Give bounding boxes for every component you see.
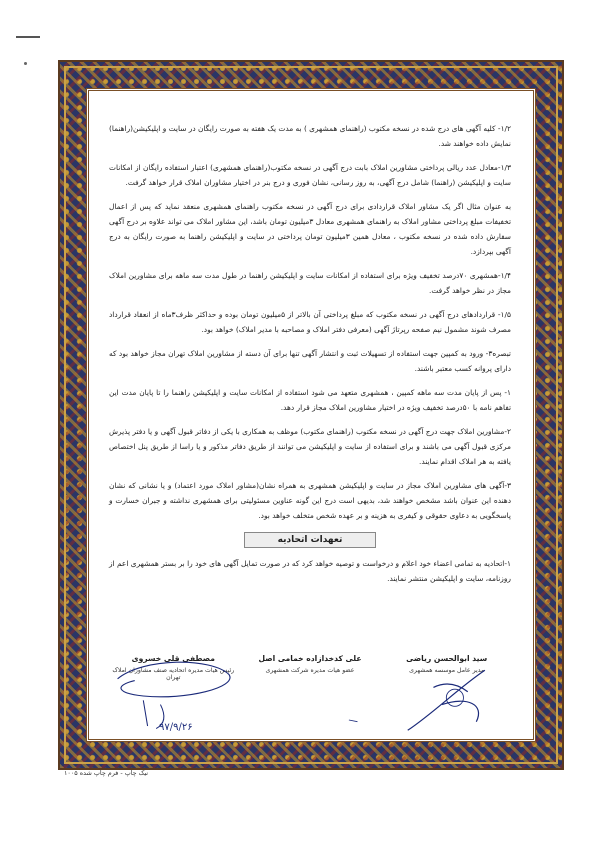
clause-1-2: ۱/۲- کلیه آگهی های درج شده در نسخه مکتوب (راهنمای همشهری ) به مدت یک هفته به صورت رایگان در سایت و اپلیکیشن(راهنما) نمایش داده خواهند شد. (109, 124, 511, 148)
handwritten-date: ۹۷/۹/۲۶ (159, 722, 193, 733)
decorative-border-frame (58, 60, 564, 770)
note-3: تبصره۳- ورود به کمپین جهت استفاده از تسهیلات ثبت و انتشار آگهی تنها برای آن دسته از مشاورین املاک تهران مجاز خواهد بود که دارای پروانه کسب معتبر باشند. (109, 349, 511, 373)
corner-mark (16, 36, 40, 38)
union-commitment-1: ۱-اتحادیه به تمامی اعضاء خود اعلام و درخواست و توصیه خواهد کرد که در صورت تمایل آگهی های خود را بر بستر همشهری اعم از روزنامه، سایت و اپلیکیشن منتشر نمایند. (109, 559, 511, 583)
printer-footer: نیک چاپ - فرم چاپ شده ۱۰۰۵ (64, 769, 149, 777)
clause-3: ۳-آگهی های مشاورین املاک مجاز در سایت و اپلیکیشن همشهری به همراه نشان(مشاور املاک مورد اعتماد) و یا نشانی که نشان دهنده این عنوان باشد مشخص خواهند شد، بدیهی است درج این گونه عناوین مسئولیتی برای همشهری نداشته و جبران خسارت و پاسخگویی به دعاوی حقوقی و کیفری به هزینه و بر عهده شخص متخلف خواهد بود. (109, 481, 511, 520)
clause-1-3: ۱/۳-معادل عدد ریالی پرداختی مشاورین املاک بابت درج آگهی در نسخه مکتوب(راهنمای همشهری) اعتبار استفاده رایگان از امکانات سایت و اپلیکیشن (راهنما) شامل درج آگهی، به روز رسانی، نشان فوری و درج بنر در اختیار مشاوران املاک قرار خواهد گرفت. (109, 163, 511, 187)
signature-name: سید ابوالحسن ریاضی (406, 654, 488, 663)
document-body (86, 88, 536, 742)
signature-role: مدیر عامل موسسه همشهری (409, 667, 485, 674)
corner-dot (24, 62, 27, 65)
signature-name: علی کدخدازاده خمامی اصل (258, 654, 362, 663)
example-paragraph: به عنوان مثال اگر یک مشاور املاک قراردادی برای درج آگهی در نسخه مکتوب راهنمای همشهری منعقد نماید که پس از اعمال تخفیفات مبلغ پرداختی مشاور املاک به راهنمای همشهری معادل ۳میلیون تومان باشد، این مشاور املاک می تواند علاوه بر درج آگهی سفارش داده شده در نسخه مکتوب ، معادل همین ۳میلیون تومان پرداختی در سایت و اپلیکیشن راهنما به صورت رایگان به درج آگهی بپردازد. (109, 202, 512, 256)
signature-2 (246, 646, 375, 742)
clause-1-5: ۱/۵- قراردادهای درج آگهی در نسخه مکتوب که مبلغ پرداختی آن بالاتر از ۵میلیون تومان بوده و حداکثر ظرف۳ماه از انعقاد قرارداد مصرف شوند مشمول نیم صفحه رپرتاژ آگهی (معرفی دفتر املاک و مصاحبه با مدیر املاک) خواهد بود. (109, 310, 511, 334)
section-title: تعهدات اتحادیه (244, 532, 376, 548)
signature-name: مصطفی قلی خسروی (131, 654, 215, 663)
signature-role: رئیس هیات مدیره اتحادیه صنف مشاوران املاک تهران (112, 667, 235, 681)
clause-2: ۲-مشاورین املاک جهت درج آگهی در نسخه مکتوب (راهنمای مکتوب) موظف به همکاری با یکی از دفاتر قبول آگهی و یا دفتر پذیرش مرکزی قبول آگهی می باشند و برای استفاده از سایت و اپلیکیشن می توانند از طریق دفاتر مذکور و یا راسا از طریق پنل اختصاص یافته به هر املاک اقدام نمایند. (109, 427, 511, 466)
clause-1-4: ۱/۴-همشهری ۷۰درصد تخفیف ویژه برای استفاده از امکانات سایت و اپلیکیشن راهنما در طول مدت سه ماهه برای مشاورین املاک مجاز در نظر خواهد گرفت. (109, 271, 511, 295)
clause-1: ۱- پس از پایان مدت سه ماهه کمپین ، همشهری متعهد می شود استفاده از امکانات سایت و اپلیکیشن راهنما را تا پایان مدت این تفاهم نامه با ۵۰درصد تخفیف ویژه در اختیار مشاورین املاک مجاز قرار دهد. (109, 388, 511, 412)
signature-1 (382, 646, 511, 742)
signature-role: عضو هیات مدیره شرکت همشهری (265, 667, 355, 674)
